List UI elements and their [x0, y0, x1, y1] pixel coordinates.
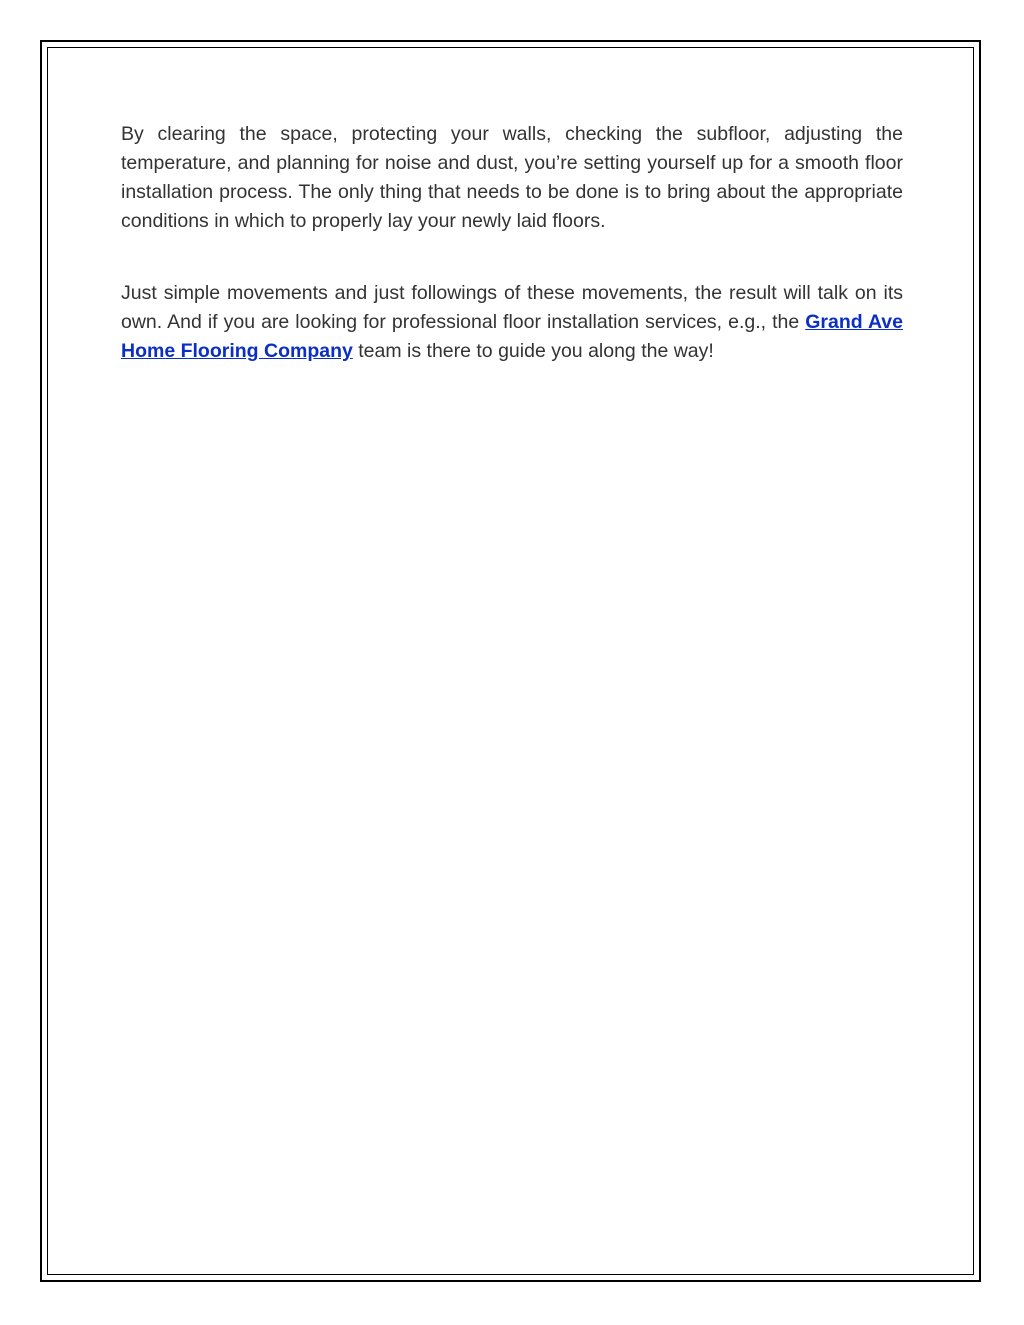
paragraph-closing-text-after-link: team is there to guide you along the way! — [352, 340, 714, 362]
company-link[interactable]: Grand Ave Home Flooring Company — [121, 311, 903, 362]
paragraph-closing-text-before-link: Just simple movements and just followings of these movements, the result will talk on its own. And if you are looking for professional floor installation services, e.g., the — [121, 282, 903, 333]
paragraph-preparation-summary: By clearing the space, protecting your walls, checking the subfloor, adjusting the temperature, and planning for noise and dust, you’re setting yourself up for a smooth floor installation process. The only thing that needs to be done is to bring about the appropriate conditions in which to properly lay your newly laid floors. — [121, 123, 903, 232]
document-body — [121, 120, 903, 366]
paragraph-closing — [121, 279, 903, 366]
